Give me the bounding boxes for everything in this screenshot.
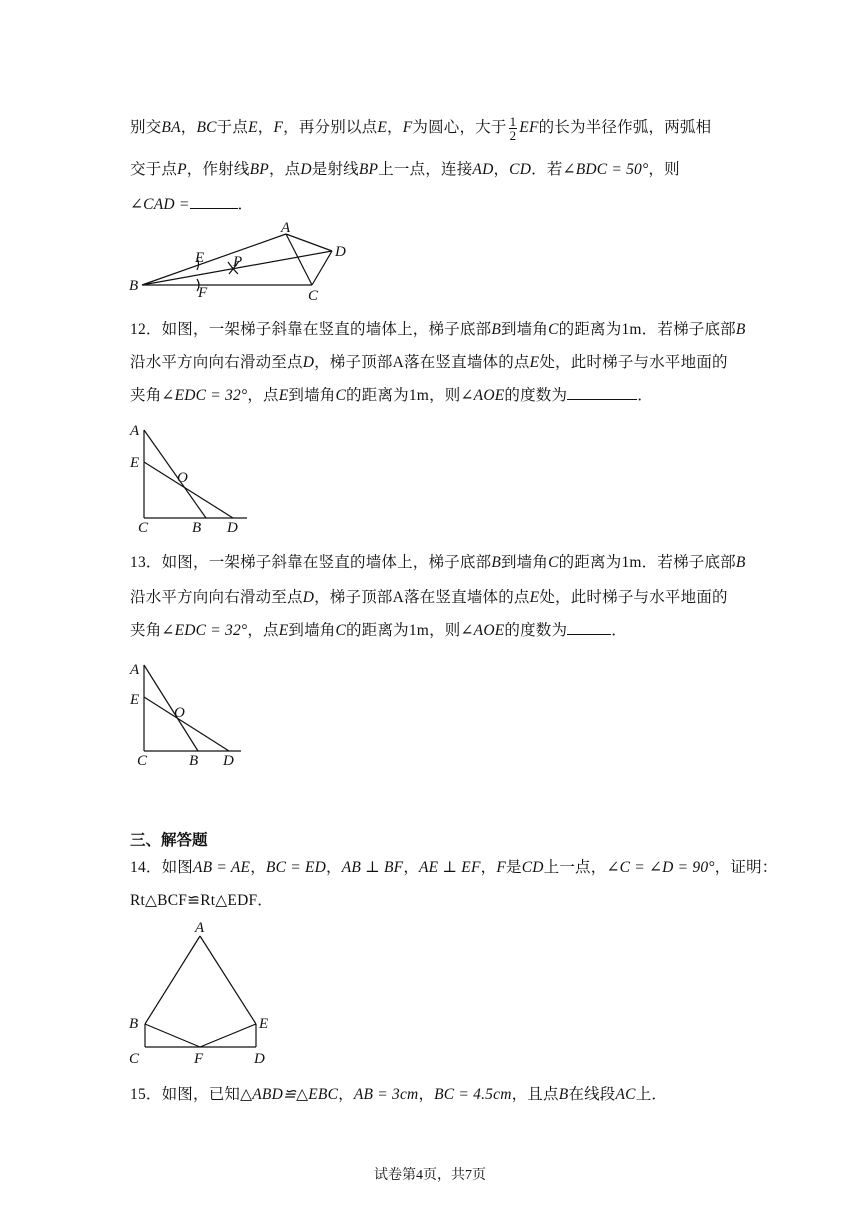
fig12-label-e: E <box>130 455 140 471</box>
fig11-label-b: B <box>129 278 139 294</box>
answer-blank <box>567 385 637 400</box>
fig13-label-o: O <box>174 705 185 721</box>
q12-figure <box>125 420 255 535</box>
fig14-label-a: A <box>195 920 205 936</box>
fig14-label-e: E <box>259 1016 269 1032</box>
q15-line-1: 15．如图，已知△ABD≌△EBC，AB = 3cm，BC = 4.5cm，且点B在线段AC上． <box>130 1086 668 1103</box>
q11-line-1: 别交BA，BC于点E，F，再分别以点E，F为圆心，大于 $\frac{1}{2}$ EF的长为半径作弧，两弧相 <box>130 114 712 143</box>
fig11-label-a: A <box>281 220 291 236</box>
q13-figure <box>125 655 255 770</box>
q13-line-3: 夹角∠EDC = 32°，点E到墙角C的距离为1m，则∠AOE的度数为 ． <box>130 622 627 639</box>
q14-line-2: Rt△BCF≌Rt△EDF． <box>130 892 273 909</box>
section-heading: 三、解答题 <box>130 831 208 849</box>
fig13-label-b: B <box>189 753 199 769</box>
q14-figure <box>125 918 285 1068</box>
fig13-label-e: E <box>130 692 140 708</box>
q11-figure <box>125 222 355 302</box>
q13-line-1: 13．如图，一架梯子斜靠在竖直的墙体上，梯子底部B到墙角C的距离为1m．若梯子底部B <box>130 554 746 571</box>
answer-blank <box>190 194 238 209</box>
fig13-label-c: C <box>137 753 148 769</box>
fig13-label-a: A <box>130 662 140 678</box>
page-footer: 试卷第4页，共7页 <box>374 1168 486 1183</box>
fig11-label-e: E <box>195 250 205 266</box>
fig13-label-d: D <box>223 753 234 769</box>
q11-line-3: ∠CAD = ． <box>130 196 254 213</box>
q11-line-2: 交于点P，作射线BP，点D是射线BP上一点，连接AD，CD．若∠BDC = 50°，则 <box>130 161 680 178</box>
fig12-label-d: D <box>227 520 238 536</box>
q12-line-3: 夹角∠EDC = 32°，点E到墙角C的距离为1m，则∠AOE的度数为 ． <box>130 387 653 404</box>
fig11-label-c: C <box>308 288 319 304</box>
answer-blank <box>567 620 611 635</box>
q12-line-2: 沿水平方向向右滑动至点D，梯子顶部A落在竖直墙体的点E处，此时梯子与水平地面的 <box>130 354 728 371</box>
fig11-label-f: F <box>198 285 208 301</box>
q14-line-1: 14．如图AB = AE，BC = ED，AB ⊥ BF，AE ⊥ EF，F是CD上一点，∠C = ∠D = 90°，证明： <box>130 859 778 876</box>
fig14-label-b: B <box>129 1016 139 1032</box>
fig12-label-c: C <box>138 520 149 536</box>
fig11-label-d: D <box>335 244 346 260</box>
fraction-one-half: $\frac{1}{2}$ <box>509 114 517 143</box>
fig11-label-p: P <box>233 254 243 270</box>
fig12-label-a: A <box>130 423 140 439</box>
fig14-label-d: D <box>254 1051 265 1067</box>
fig12-label-o: O <box>177 470 188 486</box>
fig14-label-c: C <box>129 1051 140 1067</box>
fig12-label-b: B <box>192 520 202 536</box>
q13-line-2: 沿水平方向向右滑动至点D，梯子顶部A落在竖直墙体的点E处，此时梯子与水平地面的 <box>130 589 728 606</box>
fig14-label-f: F <box>194 1051 204 1067</box>
q12-line-1: 12．如图，一架梯子斜靠在竖直的墙体上，梯子底部B到墙角C的距离为1m．若梯子底部B <box>130 321 746 338</box>
